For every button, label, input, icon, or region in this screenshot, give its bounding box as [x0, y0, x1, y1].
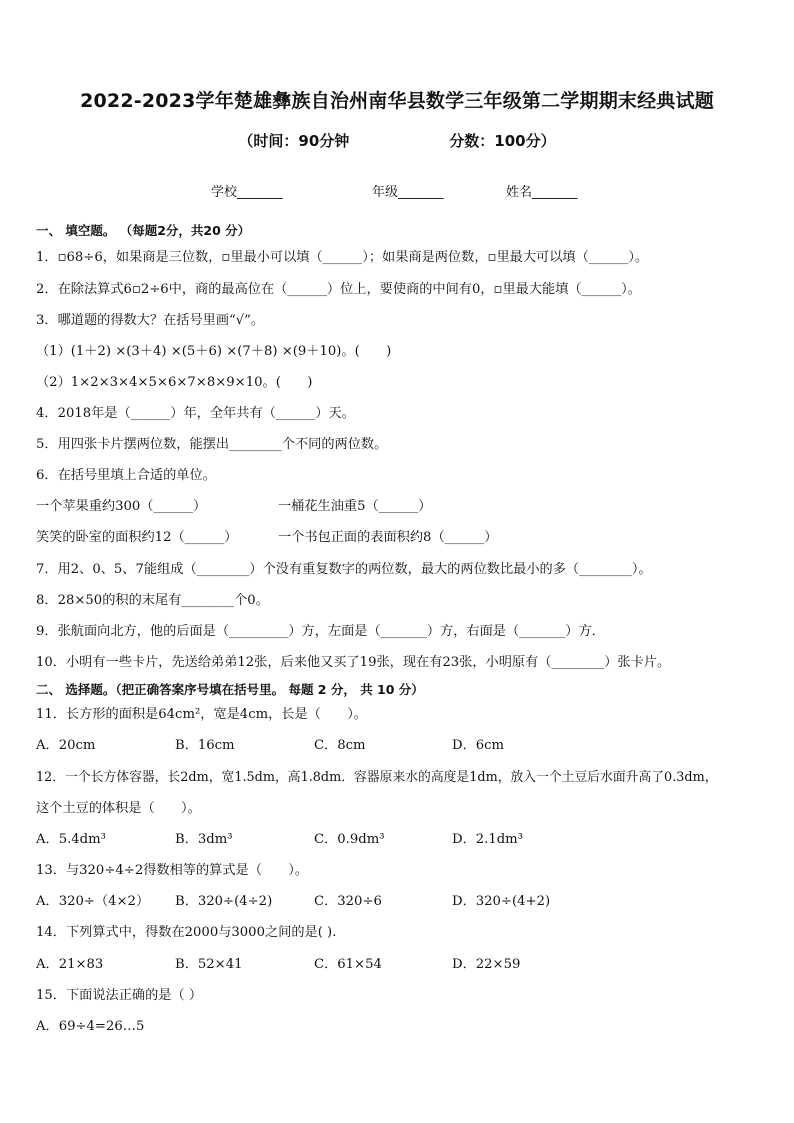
question-6-item-d: 一个书包正面的表面积约8（______） [278, 530, 498, 545]
question-12-option-a: A．5.4dm³ [36, 832, 106, 847]
question-11-option-c: C．8cm [314, 738, 366, 753]
question-10: 10．小明有一些卡片，先送给弟弟12张，后来他又买了19张，现在有23张，小明原有（________）张卡片。 [36, 655, 671, 670]
exam-meta [0, 130, 794, 151]
grade-field[interactable]: 年级_______ [372, 185, 444, 200]
question-14-option-a: A．21×83 [36, 957, 104, 972]
question-11-option-a: A．20cm [36, 738, 96, 753]
question-6-item-a: 一个苹果重约300（______） [36, 499, 207, 514]
section-choice-title: 二、 选择题。（把正确答案序号填在括号里。 每题 2 分， 共 10 分） [36, 682, 424, 697]
school-field[interactable]: 学校_______ [211, 185, 283, 200]
question-13-option-c: C．320÷6 [314, 894, 382, 909]
question-6: 6．在括号里填上合适的单位。 [36, 468, 216, 483]
question-6-item-b: 一桶花生油重5（______） [278, 499, 432, 514]
question-13: 13．与320÷4÷2得数相等的算式是（ ）。 [36, 863, 309, 878]
question-1: 1．▫68÷6，如果商是三位数，▫里最小可以填（______）；如果商是两位数，▫里最大可以填（______）。 [36, 250, 649, 265]
question-9: 9．张航面向北方，他的后面是（_________）方，左面是（_______）方，右面是（_______）方． [36, 624, 605, 639]
question-6-item-c: 笑笑的卧室的面积约12（______） [36, 530, 238, 545]
question-13-option-b: B．320÷(4÷2) [175, 894, 273, 909]
question-14-option-b: B．52×41 [175, 957, 243, 972]
section-fill-in-title: 一、 填空题。 （每题2分，共20 分） [36, 223, 251, 238]
question-7: 7．用2、0、5、7能组成（________）个没有重复数字的两位数，最大的两位数比最小的多（________）。 [36, 562, 652, 577]
page-title: 2022-2023学年楚雄彝族自治州南华县数学三年级第二学期期末经典试题 [80, 90, 714, 112]
question-3: 3．哪道题的得数大？在括号里画“√”。 [36, 313, 265, 328]
question-4: 4．2018年是（______）年，全年共有（______）天。 [36, 406, 355, 421]
question-14: 14．下列算式中，得数在2000与3000之间的是( ). [36, 925, 337, 940]
question-12-option-c: C．0.9dm³ [314, 832, 385, 847]
question-13-option-d: D．320÷(4+2) [452, 894, 551, 909]
question-5: 5．用四张卡片摆两位数，能摆出________个不同的两位数。 [36, 437, 388, 452]
question-13-option-a: A．320÷（4×2） [36, 894, 150, 909]
name-field[interactable]: 姓名_______ [506, 185, 578, 200]
question-12: 12．一个长方体容器，长2dm，宽1.5dm，高1.8dm．容器原来水的高度是1dm，放入一个土豆后水面升高了0.3dm， [36, 770, 718, 785]
question-12-option-b: B．3dm³ [175, 832, 233, 847]
question-11-option-d: D．6cm [452, 738, 505, 753]
question-3-part-2: （2）1×2×3×4×5×6×7×8×9×10。( ) [36, 375, 313, 390]
question-14-option-c: C．61×54 [314, 957, 382, 972]
question-8: 8．28×50的积的末尾有________个0。 [36, 593, 269, 608]
question-12-continued: 这个土豆的体积是（ ）。 [36, 801, 201, 816]
question-2: 2．在除法算式6▫2÷6中，商的最高位在（______）位上，要使商的中间有0，▫里最大能填（______）。 [36, 282, 641, 297]
question-14-option-d: D．22×59 [452, 957, 521, 972]
exam-score: 分数：100分） [449, 132, 556, 150]
question-15-option-a: A．69÷4=26…5 [36, 1019, 145, 1034]
question-11-option-b: B．16cm [175, 738, 235, 753]
question-3-part-1: （1）(1＋2) ×(3＋4) ×(5＋6) ×(7＋8) ×(9＋10)。( ) [36, 344, 392, 359]
question-12-option-d: D．2.1dm³ [452, 832, 523, 847]
question-11: 11．长方形的面积是64cm²，宽是4cm，长是（ ）。 [36, 707, 367, 722]
exam-time: （时间：90分钟 [238, 132, 350, 150]
question-15: 15．下面说法正确的是（ ） [36, 988, 203, 1003]
